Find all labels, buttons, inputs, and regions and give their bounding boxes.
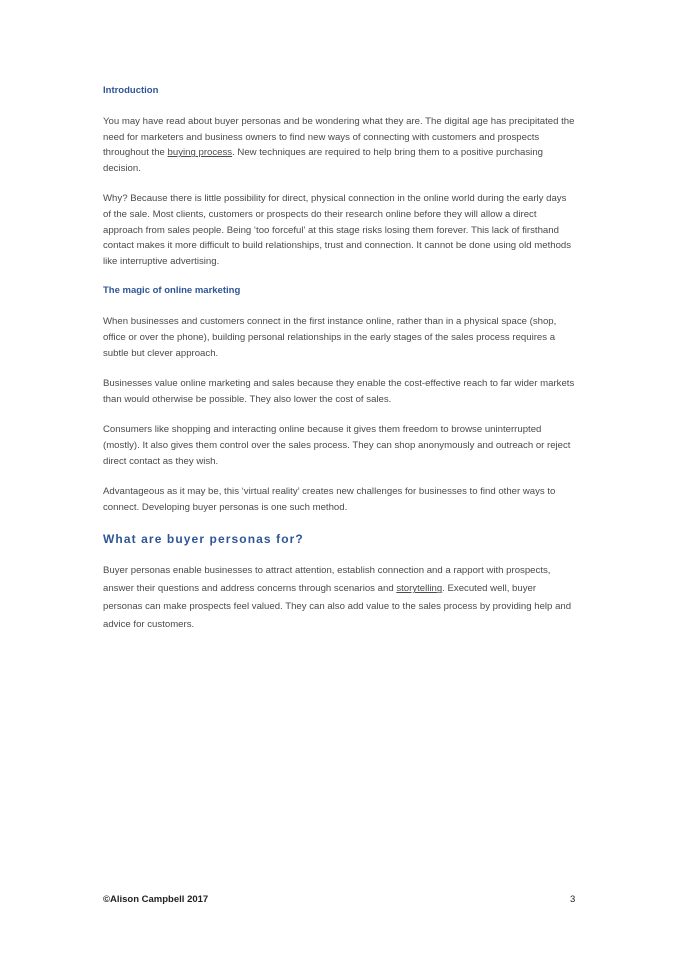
page-content — [103, 84, 575, 649]
intro-p1-text-a: You may have read about buyer personas and be wondering what they are. The digital age has precipitated the need for marketers and business owners to find new ways of connecting with customers and prospects throughout the — [103, 116, 575, 159]
magic-paragraph-4: Advantageous as it may be, this ‘virtual reality’ creates new challenges for businesses to find other ways to connect. Developing buyer personas is one such method. — [103, 486, 556, 513]
magic-paragraph-2: Businesses value online marketing and sales because they enable the cost-effective reach to far wider markets than would otherwise be possible. They also lower the cost of sales. — [103, 378, 575, 405]
heading-magic-online-marketing: The magic of online marketing — [103, 285, 241, 297]
magic-paragraph-3: Consumers like shopping and interacting online because it gives them freedom to browse uninterrupted (mostly). It also gives them control over the sales process. They can shop anonymously and outreach or reject direct contact as they wish. — [103, 424, 571, 467]
page-number: 3 — [570, 894, 576, 905]
storytelling-link[interactable]: storytelling — [396, 583, 443, 595]
buying-process-link[interactable]: buying process — [167, 147, 233, 159]
personas-p1-text-b: . Executed well, buyer personas can make prospects feel valued. They can also add value to the sales process by providing help and advice for customers. — [103, 583, 572, 631]
personas-p1-text-a: Buyer personas enable businesses to attract attention, establish connection and a rapport with prospects, answer their questions and address concerns through scenarios and — [103, 565, 551, 595]
intro-paragraph-2: Why? Because there is little possibility for direct, physical connection in the online world during the early days of the sale. Most clients, customers or prospects do their research online before they will allow a direct approach from sales people. Being ‘too forceful’ at this stage risks losing them forever. This lack of firsthand contact makes it more difficult to build relationships, trust and connection. It cannot be done using old methods like interruptive advertising. — [103, 193, 572, 267]
intro-p1-text-b: . New techniques are required to help bring them to a positive purchasing decision. — [103, 147, 543, 174]
personas-paragraph-1 — [103, 562, 575, 634]
intro-paragraph-1 — [103, 114, 575, 176]
magic-paragraph-1: When businesses and customers connect in the first instance online, rather than in a physical space (shop, office or over the phone), building personal relationships in the early stages of the sales process requires a subtle but clever approach. — [103, 316, 557, 359]
footer-copyright: ©Alison Campbell 2017 — [103, 894, 209, 905]
heading-buyer-personas-for: What are buyer personas for? — [103, 532, 304, 547]
heading-introduction: Introduction — [103, 85, 159, 96]
